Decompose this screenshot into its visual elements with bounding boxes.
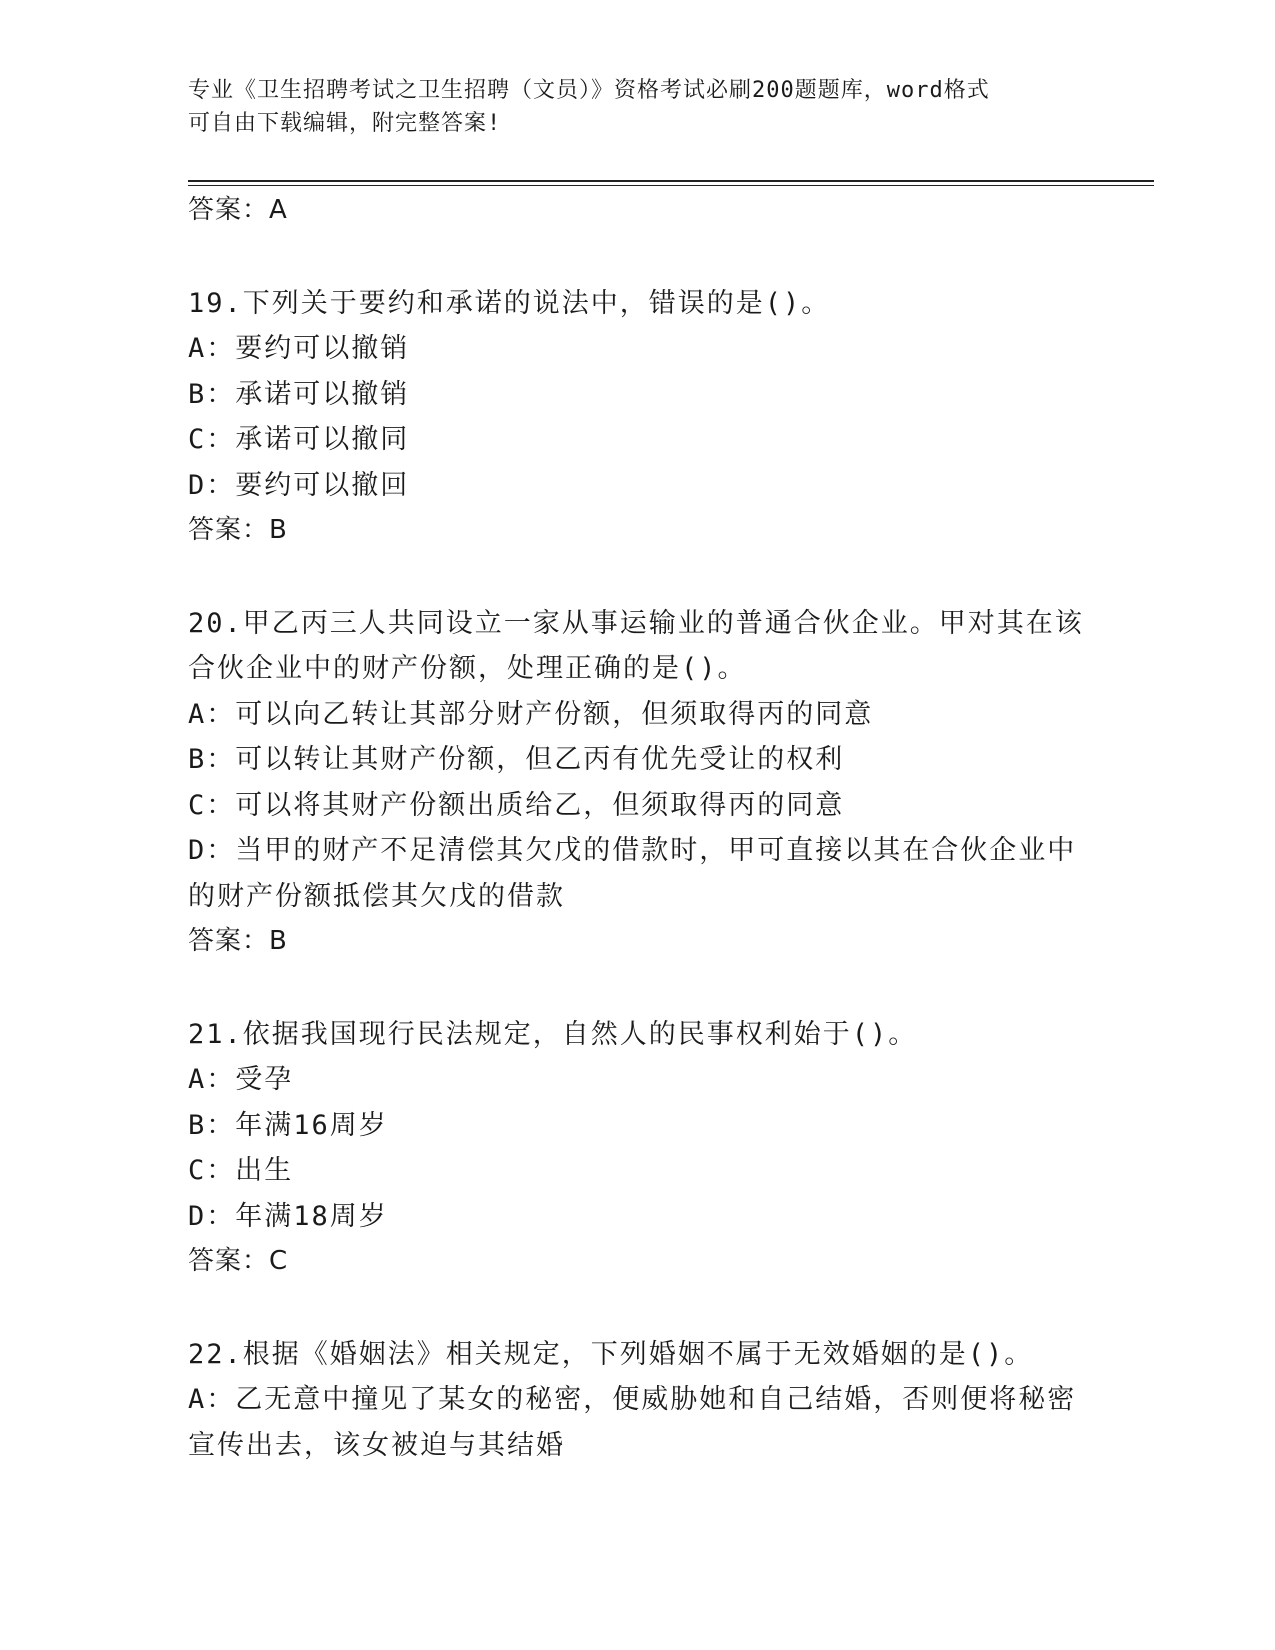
answer-text: 答案：C <box>188 1246 289 1276</box>
answer-text: 答案：B <box>188 515 288 545</box>
option-b: B：年满16周岁 <box>188 1109 388 1141</box>
option-c: C：出生 <box>188 1155 294 1186</box>
option-a: A：可以向乙转让其部分财产份额，但须取得丙的同意 <box>188 698 874 730</box>
question-text: 20.甲乙丙三人共同设立一家从事运输业的普通合伙企业。甲对其在该 <box>188 607 1084 639</box>
question-text: 22.根据《婚姻法》相关规定，下列婚姻不属于无效婚姻的是()。 <box>188 1338 1034 1370</box>
header-line-2: 可自由下载编辑，附完整答案! <box>188 111 502 136</box>
question-block <box>188 1012 1078 1285</box>
document-header <box>188 74 1088 140</box>
question-text-cont: 合伙企业中的财产份额，处理正确的是()。 <box>188 653 747 684</box>
option-a: A：要约可以撤销 <box>188 333 410 364</box>
question-block <box>188 601 1084 965</box>
header-rule-thin <box>188 185 1154 186</box>
option-a-cont: 宣传出去，该女被迫与其结婚 <box>188 1429 565 1461</box>
option-c: C：承诺可以撤同 <box>188 424 410 455</box>
option-d-cont: 的财产份额抵偿其欠戊的借款 <box>188 880 565 912</box>
option-c: C：可以将其财产份额出质给乙，但须取得丙的同意 <box>188 789 845 821</box>
question-text: 19.下列关于要约和承诺的说法中，错误的是()。 <box>188 287 831 319</box>
question-block <box>188 1332 1078 1469</box>
option-a: A：乙无意中撞见了某女的秘密，便威胁她和自己结婚，否则便将秘密 <box>188 1384 1077 1415</box>
question-block <box>188 281 1078 554</box>
option-a: A：受孕 <box>188 1064 294 1095</box>
header-line-1: 专业《卫生招聘考试之卫生招聘（文员）》资格考试必刷200题题库，word格式 <box>188 78 990 103</box>
option-b: B：可以转让其财产份额，但乙丙有优先受让的权利 <box>188 744 845 775</box>
question-text: 21.依据我国现行民法规定，自然人的民事权利始于()。 <box>188 1018 918 1050</box>
header-rule-thick <box>188 180 1154 182</box>
option-d: D：当甲的财产不足清偿其欠戊的借款时，甲可直接以其在合伙企业中 <box>188 835 1077 866</box>
option-b: B：承诺可以撤销 <box>188 378 410 410</box>
question-list <box>188 188 1084 1468</box>
answer-text: 答案：B <box>188 926 288 956</box>
option-d: D：要约可以撤回 <box>188 469 410 501</box>
previous-answer: 答案：A <box>188 195 288 225</box>
option-d: D：年满18周岁 <box>188 1200 388 1232</box>
